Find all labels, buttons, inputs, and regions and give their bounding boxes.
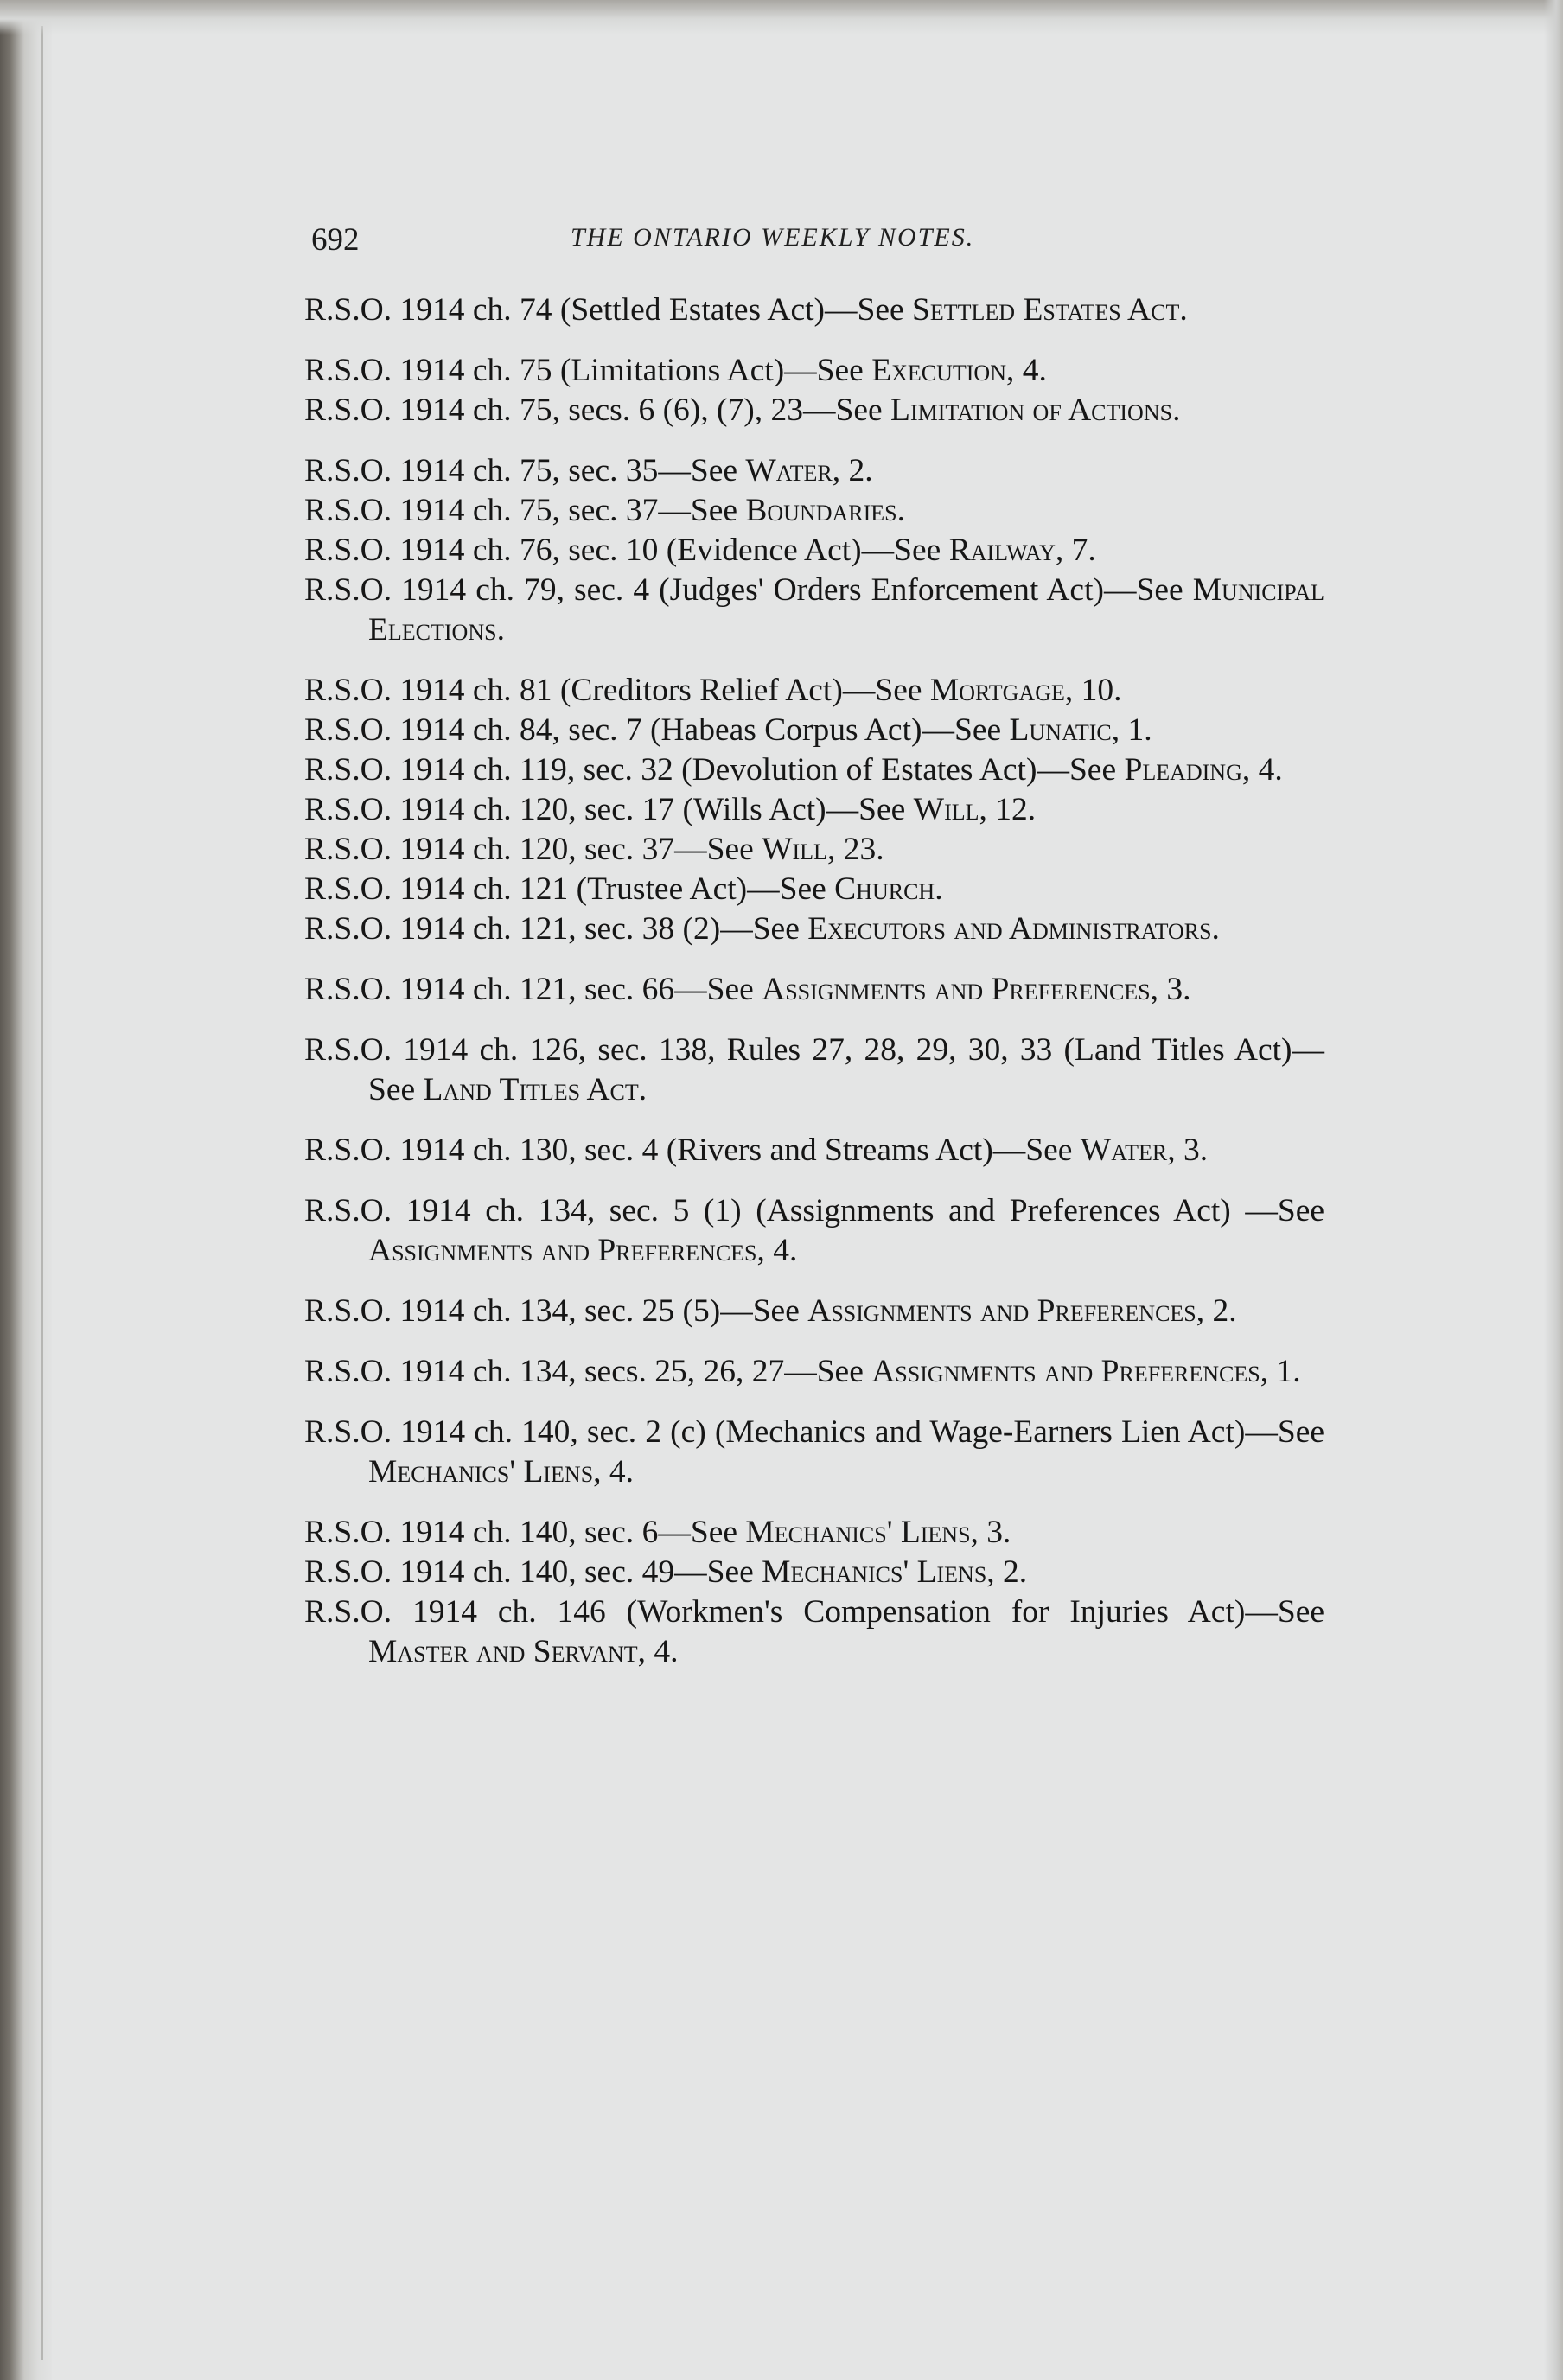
right-page-edge [1544,0,1563,2380]
entry-reference: Will, 12. [913,792,1037,827]
top-edge-shadow [0,0,1563,35]
statute-index-list [304,290,1324,1672]
entry-citation: R.S.O. 1914 ch. 74 (Settled Estates Act)—See [304,292,913,328]
index-entry [304,970,1324,1010]
entry-reference: Execution, 4. [871,353,1047,388]
entry-citation: R.S.O. 1914 ch. 121, sec. 66—See [304,972,762,1007]
entry-citation: R.S.O. 1914 ch. 119, sec. 32 (Devolution of Estates Act)—See [304,752,1125,788]
index-entry [304,750,1324,790]
entry-reference: Mechanics' Liens, 3. [745,1515,1011,1550]
running-title: THE ONTARIO WEEKLY NOTES. [571,223,975,252]
index-entry [304,870,1324,909]
entry-citation: R.S.O. 1914 ch. 75, sec. 37—See [304,493,746,528]
page-header [311,221,1331,273]
index-entry [304,909,1324,949]
entry-citation: R.S.O. 1914 ch. 134, sec. 5 (1) (Assignments and Preferences Act) —See [304,1193,1324,1228]
entry-reference: Land Titles Act. [423,1072,648,1107]
book-binding-shadow [0,0,52,2380]
index-entry [304,1513,1324,1553]
entry-reference: Mortgage, 10. [929,673,1122,708]
entry-reference: Municipal Elections. [368,572,1324,648]
entry-citation: R.S.O. 1914 ch. 75, secs. 6 (6), (7), 23—See [304,392,891,428]
entry-citation: R.S.O. 1914 ch. 121 (Trustee Act)—See [304,871,835,907]
entry-citation: R.S.O. 1914 ch. 120, sec. 37—See [304,832,762,867]
entry-reference: Settled Estates Act. [912,292,1188,328]
index-entry [304,571,1324,650]
entry-reference: Assignments and Preferences, 2. [807,1293,1237,1329]
entry-reference: Water, 3. [1080,1133,1209,1168]
index-entry [304,531,1324,571]
entry-citation: R.S.O. 1914 ch. 75 (Limitations Act)—See [304,353,872,388]
index-entry [304,451,1324,491]
index-entry [304,790,1324,830]
index-entry [304,491,1324,531]
entry-reference: Assignments and Preferences, 3. [762,972,1191,1007]
index-entry [304,1553,1324,1592]
entry-reference: Limitation of Actions. [890,392,1181,428]
entry-reference: Lunatic, 1. [1009,712,1152,748]
entry-citation: R.S.O. 1914 ch. 120, sec. 17 (Wills Act)—See [304,792,914,827]
index-entry [304,1131,1324,1171]
page-number: 692 [311,222,360,258]
index-entry [304,1030,1324,1110]
entry-reference: Railway, 7. [948,533,1096,568]
entry-citation: R.S.O. 1914 ch. 134, sec. 25 (5)—See [304,1293,808,1329]
entry-reference: Water, 2. [745,453,873,488]
entry-reference: Will, 23. [762,832,884,867]
entry-citation: R.S.O. 1914 ch. 134, secs. 25, 26, 27—See [304,1354,872,1389]
entry-citation: R.S.O. 1914 ch. 140, sec. 6—See [304,1515,746,1550]
index-entry [304,1592,1324,1672]
index-entry [304,671,1324,711]
entry-citation: R.S.O. 1914 ch. 79, sec. 4 (Judges' Orders Enforcement Act)—See [304,572,1193,608]
entry-citation: R.S.O. 1914 ch. 84, sec. 7 (Habeas Corpus Act)—See [304,712,1010,748]
entry-citation: R.S.O. 1914 ch. 140, sec. 2 (c) (Mechanics and Wage-Earners Lien Act)—See [304,1414,1324,1450]
entry-reference: Executors and Administrators. [807,911,1220,947]
index-entry [304,1292,1324,1331]
entry-citation: R.S.O. 1914 ch. 140, sec. 49—See [304,1554,762,1590]
entry-citation: R.S.O. 1914 ch. 130, sec. 4 (Rivers and Streams Act)—See [304,1133,1081,1168]
entry-reference: Assignments and Preferences, 1. [871,1354,1301,1389]
entry-citation: R.S.O. 1914 ch. 121, sec. 38 (2)—See [304,911,808,947]
entry-reference: Master and Servant, 4. [368,1634,679,1669]
index-entry [304,290,1324,330]
entry-citation: R.S.O. 1914 ch. 81 (Creditors Relief Act)—See [304,673,930,708]
index-entry [304,1191,1324,1271]
entry-reference: Pleading, 4. [1124,752,1283,788]
index-entry [304,391,1324,431]
index-entry [304,1413,1324,1492]
entry-citation: R.S.O. 1914 ch. 75, sec. 35—See [304,453,746,488]
index-entry [304,711,1324,750]
entry-citation: R.S.O. 1914 ch. 126, sec. 138, Rules 27, 28, 29, 30, 33 (Land Titles Act)—See [304,1032,1324,1107]
entry-reference: Assignments and Preferences, 4. [368,1233,798,1268]
entry-reference: Mechanics' Liens, 4. [368,1454,635,1490]
entry-citation: R.S.O. 1914 ch. 146 (Workmen's Compensation for Injuries Act)—See [304,1594,1324,1630]
entry-citation: R.S.O. 1914 ch. 76, sec. 10 (Evidence Act)—See [304,533,949,568]
entry-reference: Church. [834,871,943,907]
entry-reference: Mechanics' Liens, 2. [762,1554,1028,1590]
entry-reference: Boundaries. [745,493,905,528]
index-entry [304,1352,1324,1392]
index-entry [304,830,1324,870]
binding-edge-line [41,26,43,2360]
index-entry [304,351,1324,391]
